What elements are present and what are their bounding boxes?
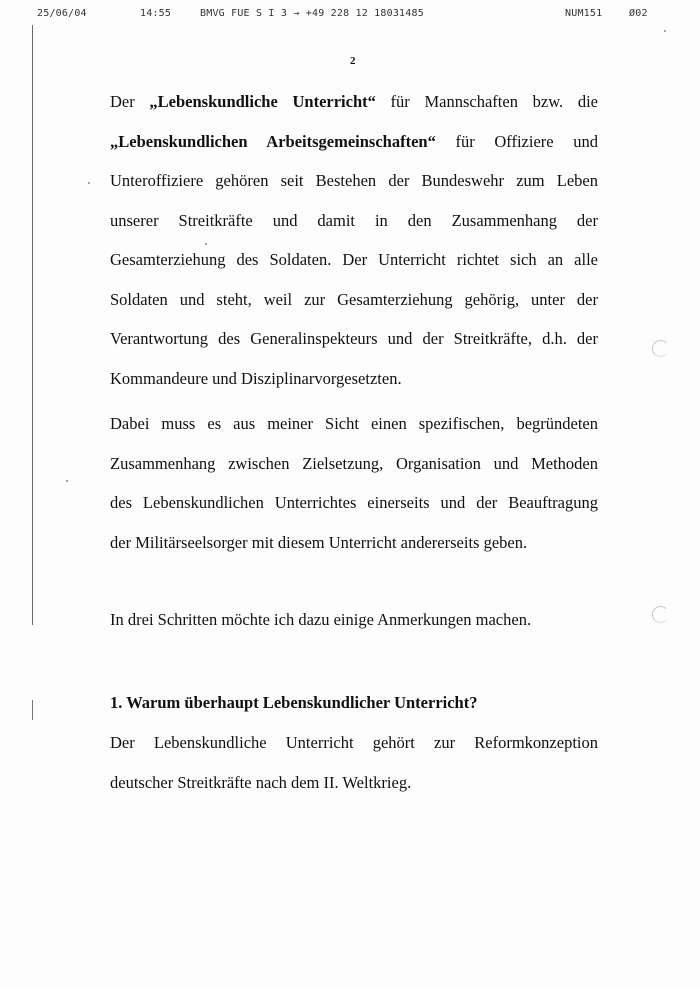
fax-time: 14:55 — [140, 8, 172, 19]
text-line: Zusammenhang zwischen Zielsetzung, Organisation und Methoden — [110, 453, 598, 473]
paragraph-steps — [110, 600, 598, 640]
scan-speck — [664, 30, 666, 32]
fax-route: BMVG FUE S I 3 → +49 228 12 18031485 — [200, 8, 424, 19]
fax-id: NUM151 — [565, 8, 603, 19]
punch-hole-mark — [652, 340, 669, 357]
text-line: Der Lebenskundliche Unterricht gehört zur Reformkonzeption — [110, 733, 598, 752]
section-heading: 1. Warum überhaupt Lebenskundlicher Unterricht? — [110, 693, 478, 712]
scan-edge-line — [32, 25, 33, 625]
text-line: Unteroffiziere gehören seit Bestehen der Bundeswehr zum Leben — [110, 171, 598, 190]
text-line: Soldaten und steht, weil zur Gesamterziehung gehörig, unter der — [110, 289, 598, 309]
text-line: In drei Schritten möchte ich dazu einige Anmerkungen machen. — [110, 610, 532, 629]
text-line: Kommandeure und Disziplinarvorgesetzten. — [110, 368, 402, 388]
text-line: Gesamterziehung des Soldaten. Der Unterricht richtet sich an alle — [110, 250, 598, 269]
text-line: deutscher Streitkräfte nach dem II. Weltkrieg. — [110, 772, 412, 792]
text-line: unserer Streitkräfte und damit in den Zusammenhang der — [110, 210, 598, 230]
fax-transmission-header — [0, 8, 700, 24]
fax-page-count: Ø02 — [629, 8, 648, 19]
text-line: Der „Lebenskundliche Unterricht“ für Mannschaften bzw. die — [110, 92, 599, 111]
text-line: des Lebenskundlichen Unterrichtes einerseits und der Beauftragung — [110, 493, 598, 512]
scan-speck — [205, 243, 207, 245]
bold-term: „Lebenskundliche Unterricht“ — [149, 92, 376, 111]
paragraph-context — [110, 404, 598, 562]
paragraph-intro — [110, 82, 598, 398]
text-line: der Militärseelsorger mit diesem Unterricht andererseits geben. — [110, 532, 528, 552]
scan-speck — [66, 480, 68, 482]
scan-edge-line-lower — [32, 700, 33, 720]
page-number: 2 — [350, 55, 356, 67]
fax-date: 25/06/04 — [37, 8, 87, 19]
scan-speck — [88, 182, 90, 184]
text-line: Verantwortung des Generalinspekteurs und der Streitkräfte, d.h. der — [110, 329, 598, 348]
bold-term: „Lebenskundlichen Arbeitsgemeinschaften“ — [110, 131, 436, 151]
text-line: Dabei muss es aus meiner Sicht einen spezifischen, begründeten — [110, 414, 598, 433]
punch-hole-mark — [652, 606, 669, 623]
text-line: „Lebenskundlichen Arbeitsgemeinschaften“ für Offiziere und — [110, 131, 598, 151]
paragraph-reform — [110, 723, 598, 802]
